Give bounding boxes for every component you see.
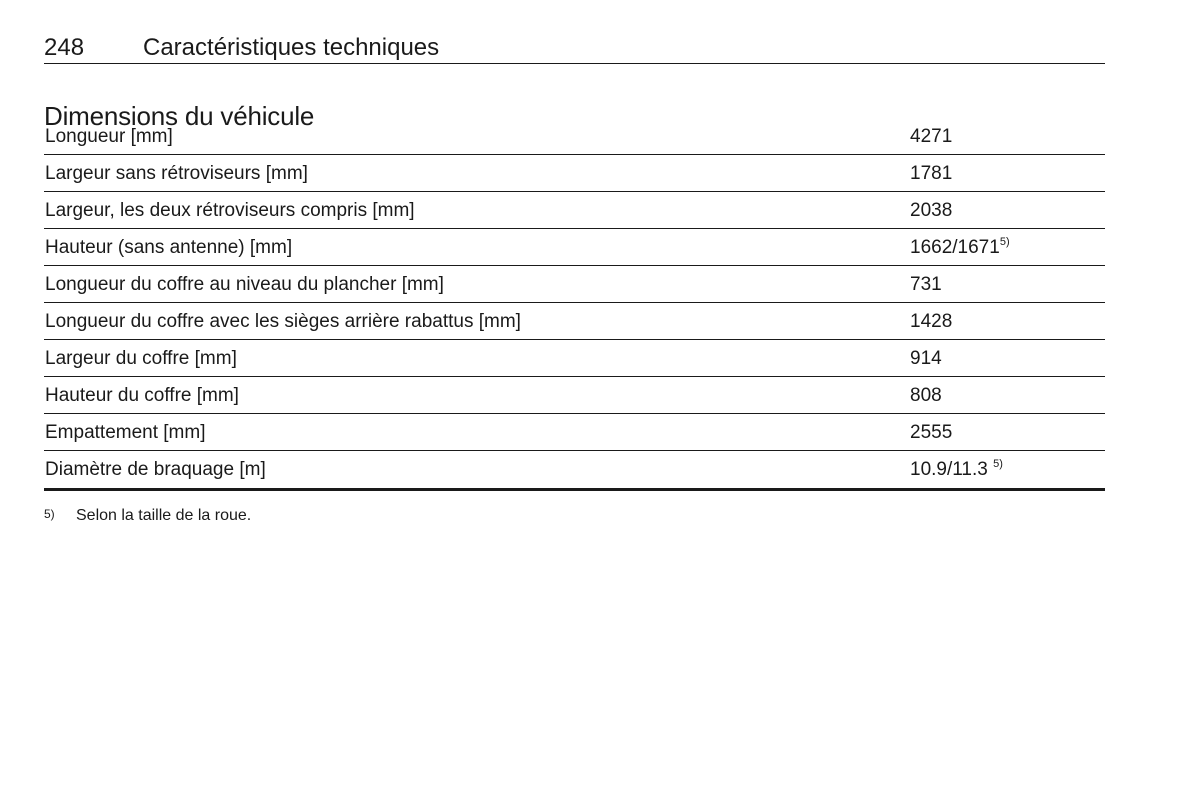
row-value: 2555	[910, 422, 953, 443]
table-row	[44, 340, 1105, 377]
row-value: 914	[910, 348, 942, 369]
row-label: Largeur, les deux rétroviseurs compris [mm]	[45, 200, 415, 221]
page-number: 248	[44, 34, 85, 61]
row-label: Largeur du coffre [mm]	[45, 348, 237, 369]
dimensions-table	[44, 118, 1105, 491]
footnote-reference: 5)	[999, 236, 1010, 248]
row-value: 808	[910, 385, 942, 406]
row-value: 4271	[910, 126, 953, 147]
row-label: Longueur du coffre avec les sièges arrière rabattus [mm]	[45, 311, 521, 332]
table-row	[44, 303, 1105, 340]
table-row	[44, 118, 1105, 155]
row-label: Longueur [mm]	[45, 126, 173, 147]
row-label: Longueur du coffre au niveau du plancher [mm]	[45, 274, 444, 295]
row-value: 1428	[910, 311, 953, 332]
chapter-title: Caractéristiques techniques	[143, 34, 440, 61]
row-value: 1781	[910, 163, 953, 184]
row-label: Hauteur (sans antenne) [mm]	[45, 237, 293, 258]
row-label: Diamètre de braquage [m]	[45, 459, 266, 480]
row-label: Hauteur du coffre [mm]	[45, 385, 239, 406]
table-row	[44, 377, 1105, 414]
footnote-reference: 5)	[993, 458, 1003, 470]
section-title: Dimensions du véhicule	[44, 101, 315, 132]
row-value: 1662/1671$^{5)}$	[910, 236, 1010, 258]
table-row	[44, 451, 1105, 488]
footnote-mark: 5)	[44, 507, 55, 521]
row-label: Empattement [mm]	[45, 422, 206, 443]
table-row	[44, 414, 1105, 451]
footnote-text: Selon la taille de la roue.	[76, 507, 252, 524]
row-value: 731	[910, 274, 942, 295]
table-row	[44, 266, 1105, 303]
table-row	[44, 192, 1105, 229]
table-row	[44, 155, 1105, 192]
page-header	[44, 32, 1105, 64]
row-value: 2038	[910, 200, 953, 221]
table-row	[44, 229, 1105, 266]
row-value: 10.9/11.3 $^{5)}$	[910, 458, 1003, 480]
row-label: Largeur sans rétroviseurs [mm]	[45, 163, 308, 184]
